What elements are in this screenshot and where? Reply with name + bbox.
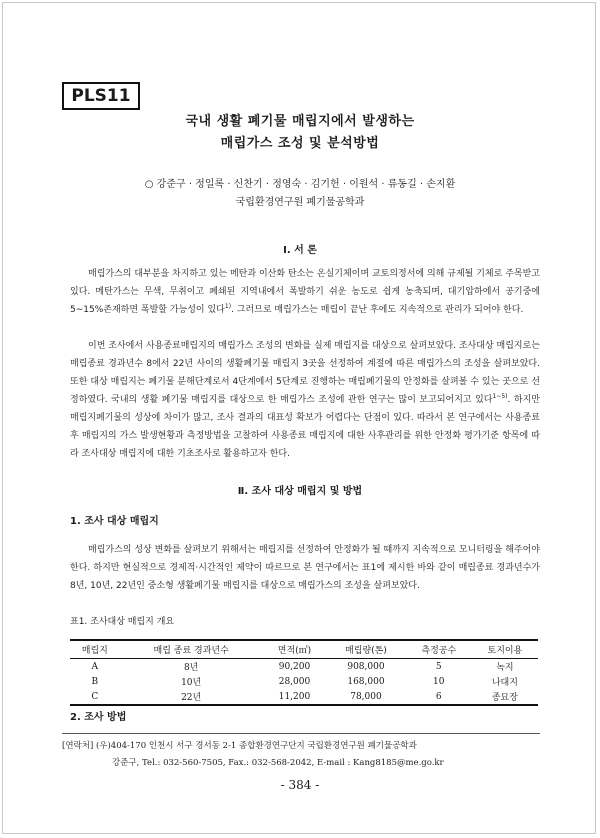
table-header: 매립량(톤) (326, 640, 405, 659)
subsection-2-heading: 2. 조사 방법 (70, 712, 127, 723)
table-cell: 녹지 (496, 663, 514, 673)
intro-paragraph-1-text: 매립가스의 대부분을 차지하고 있는 메탄과 이산화 탄소는 온실기체이며 교토의정서에 의해 규제될 기체로 주목받고 있다. 메탄가스는 무색, 무취이고 폐쇄된 지역내에서 폭발하기 쉬운 농도로 쉽게 농축되며, 대기압하에서 공기중에 5∼15%존재하면 폭발할 가능성이 있다 (70, 269, 540, 315)
table-cell: 10 (433, 676, 445, 687)
method-paragraph-1: 매립가스의 성상 변화를 살펴보기 위해서는 매립지를 선정하여 안정화가 될 때까지 지속적으로 모니터링을 해주어야 한다. 하지만 현실적으로 경제적·시간적인 제약이 따르므로 본 연구에서는 표1에 제시한 바와 같이 매립종료 경과년수가 8년, 10년, 22년인 중소형 생활폐기물 매립지를 대상으로 매립가스의 조성을 살펴보았다. (70, 545, 540, 591)
table-cell: 11,200 (263, 689, 327, 705)
footer-rule (62, 733, 540, 734)
table-cell: 28,000 (278, 676, 311, 687)
contact-line-2: 강준구, Tel.: 032-560-7505, Fax.: 032-568-2042, E-mail : Kang8185@me.go.kr (112, 758, 444, 768)
table-cell: 6 (406, 689, 472, 705)
table-header-row (70, 640, 538, 659)
landfill-table (70, 639, 538, 706)
affiliation: 국립환경연구원 폐기물공학과 (235, 197, 365, 208)
page-number: - 384 - (280, 778, 320, 792)
title-line-1: 국내 생활 폐기물 매립지에서 발생하는 (185, 114, 415, 129)
table-cell: 908,000 (347, 661, 385, 672)
table-cell: 90,200 (278, 661, 311, 672)
table-row (70, 674, 538, 689)
contact-line-1: [연락처] (우)404-170 인천시 서구 경서동 2-1 종합환경연구단지 국립환경연구원 폐기물공학과 (62, 741, 417, 751)
table-caption: 표1. 조사대상 매립지 개요 (70, 617, 175, 627)
table-cell: A (91, 661, 99, 672)
table-cell: 8년 (183, 663, 199, 673)
section-1-heading: Ⅰ. 서 론 (283, 245, 317, 256)
table-cell: 종묘장 (472, 689, 538, 705)
intro-paragraph-2-tail: . 하지만 매립지폐기물의 성상에 차이가 많고, 조사 결과의 대표성 확보가 어렵다는 단점이 있다. 따라서 본 연구에서는 사용종료 후 매립지의 가스 발생현황과 측정방법을 고찰하여 사용종료 매립지에 대한 사후관리를 위한 안정화 평가기준 항목에 따라 조사대상 매립지에 대한 기초조사로 활용하고자 한다. (70, 395, 540, 459)
citation-ref: 1) (224, 303, 232, 310)
table-cell: 10년 (181, 678, 202, 688)
table-header: 측정공수 (406, 640, 472, 659)
paper-code-box: PLS11 (62, 82, 140, 110)
table-cell: 78,000 (326, 689, 405, 705)
table-row (70, 659, 538, 675)
table-cell: B (91, 676, 99, 687)
table-header: 매립 종료 경과년수 (120, 640, 263, 659)
intro-paragraph-1 (70, 265, 540, 319)
table-header: 토지이용 (472, 640, 538, 659)
intro-paragraph-2-text: 이번 조사에서 사용종료매립지의 매립가스 조성의 변화를 실제 매립지를 대상으로 살펴보았다. 조사대상 매립지로는 매립종료 경과년수 8에서 22년 사이의 생활폐기물 매립지 3곳을 선정하여 계절에 따른 매립가스의 조성을 살펴보았다. 또한 대상 매립지는 폐기물 분해단계로서 4단계에서 5단계로 진행하는 매립폐기물의 안정화를 살펴볼 수 있는 곳으로 선정하였다. 국내의 생활 폐기물 매립지를 대상으로 한 매립가스 조성에 관한 연구는 많이 보고되어지고 있다 (70, 341, 540, 405)
section-2-heading: Ⅱ. 조사 대상 매립지 및 방법 (237, 486, 363, 497)
table-cell: 나대지 (491, 678, 518, 688)
table-cell: C (70, 689, 120, 705)
table-cell: 5 (435, 661, 442, 672)
table-cell: 22년 (120, 689, 263, 705)
intro-paragraph-1-tail: . 그러므로 매립가스는 매립이 끝난 후에도 지속적으로 관리가 되어야 한다. (231, 305, 524, 315)
table-cell: 168,000 (347, 676, 385, 687)
intro-paragraph-2 (70, 337, 540, 463)
subsection-1-heading: 1. 조사 대상 매립지 (70, 516, 159, 527)
table-header: 매립지 (70, 640, 120, 659)
author-list: ○ 강준구 · 정일록 · 신찬기 · 정영숙 · 김기헌 · 이원석 · 류동길 · 손지환 (144, 179, 456, 190)
table-header: 면적(㎡) (263, 640, 327, 659)
title-line-2: 매립가스 조성 및 분석방법 (220, 136, 380, 151)
citation-ref: 1∼5) (492, 393, 508, 400)
table-row (70, 689, 538, 705)
